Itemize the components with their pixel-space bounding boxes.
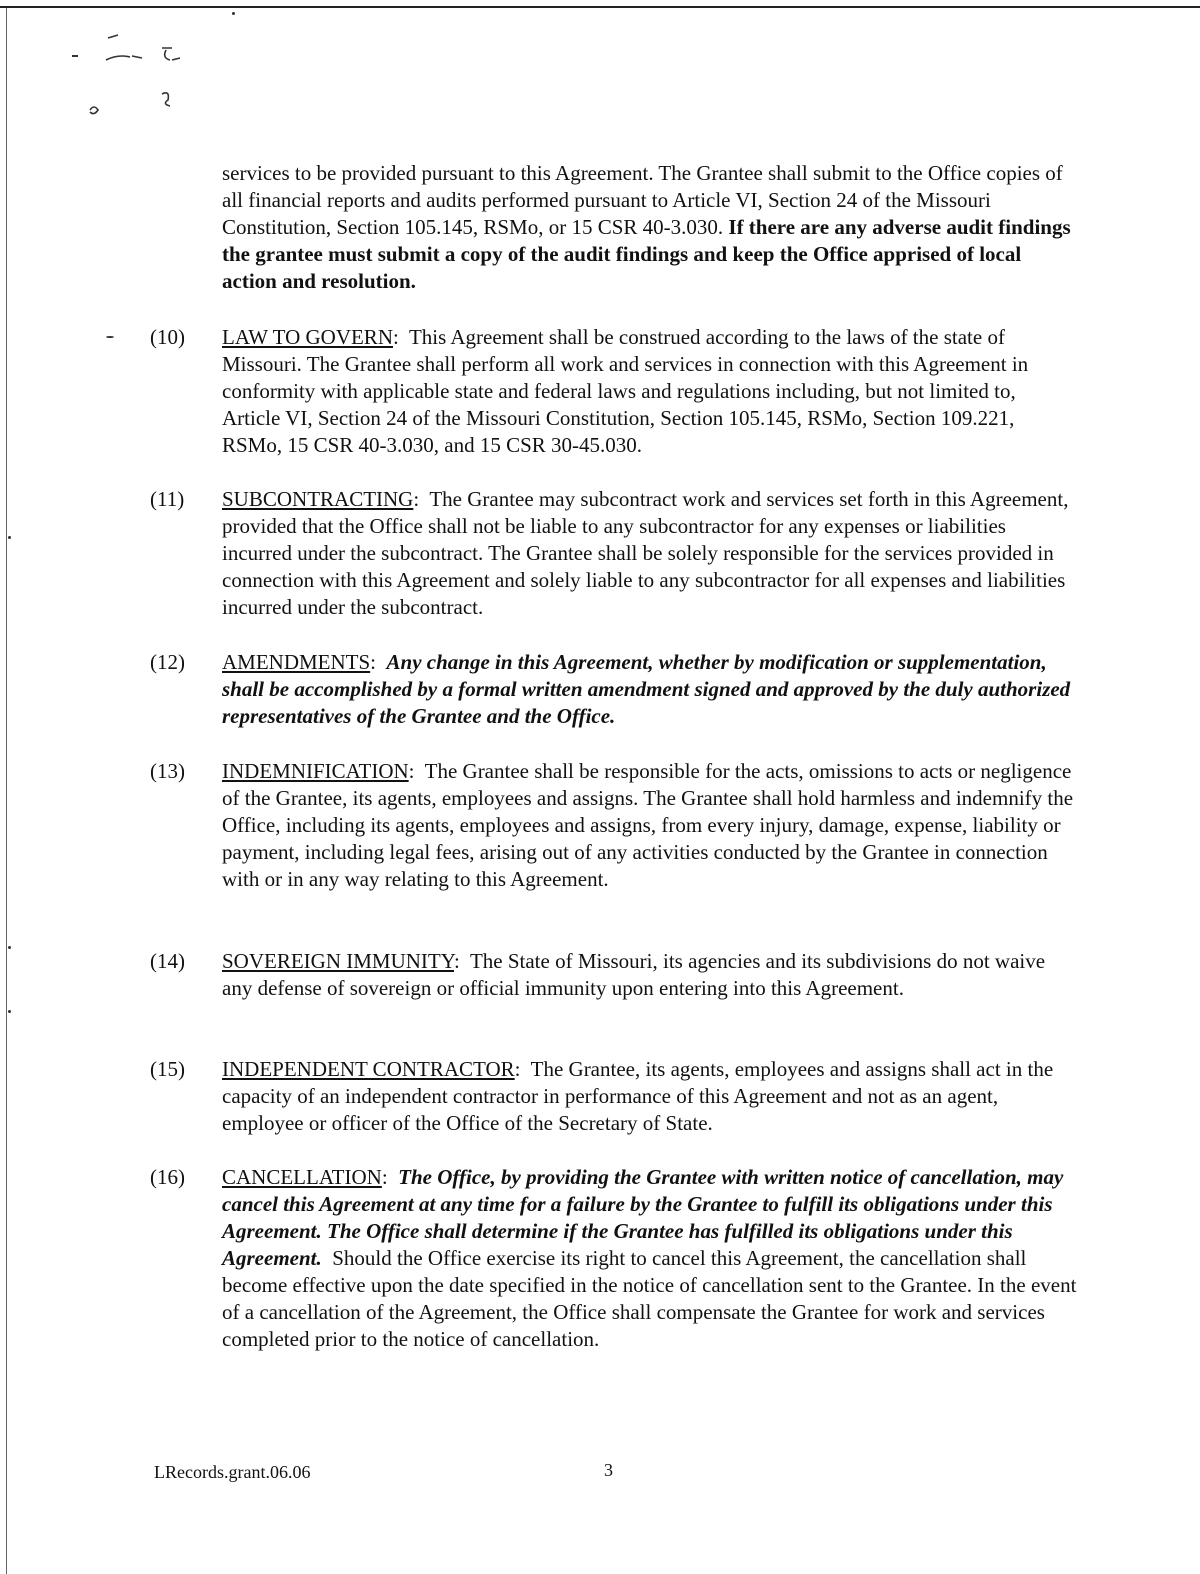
scan-speck xyxy=(232,12,235,15)
scan-artifact-marks xyxy=(70,30,210,120)
clause-text: The Grantee may subcontract work and services set forth in this Agreement, provided that the Office shall not be liable to any subcontractor for any expenses or liabilities incurred under the subcontract. The Grantee shall be solely responsible for the services provided in connection with this Agreement and solely liable to any subcontractor for all expenses and liabilities incurred under the subcontract. xyxy=(222,487,1069,619)
clause-text: The Grantee shall be responsible for the acts, omissions to acts or negligence of the Grantee, its agents, employees and assigns. The Grantee shall hold harmless and indemnify the Office, including its agents, employees and assigns, from every injury, damage, expense, liability or payment, including legal fees, arising out of any activities conducted by the Grantee in connection with or in any way relating to this Agreement. xyxy=(222,759,1074,891)
document-code: LRecords.grant.06.06 xyxy=(154,1462,311,1482)
clause-number: (15) xyxy=(150,1057,185,1081)
clause-indemnification xyxy=(150,758,1078,893)
clause-number: (12) xyxy=(150,650,185,674)
clause-text: Should the Office exercise its right to cancel this Agreement, the cancellation shall become effective upon the date specified in the notice of cancellation sent to the Grantee. In the event of a cancellation of the Agreement, the Office shall compensate the Grantee for work and services completed prior to the notice of cancellation. xyxy=(222,1246,1077,1351)
clause-body: INDEPENDENT CONTRACTOR: The Grantee, its agents, employees and assigns shall act in the capacity of an independent contractor in performance of this Agreement and not as an agent, employee or officer of the Office of the Secretary of State. xyxy=(222,1057,1054,1135)
scan-speck xyxy=(8,536,11,539)
scan-left-edge xyxy=(6,8,7,1574)
clause-sovereign-immunity xyxy=(150,948,1078,1002)
clause-subcontracting xyxy=(150,486,1078,621)
clause-heading: LAW TO GOVERN xyxy=(222,325,393,349)
clause-body: AMENDMENTS: Any change in this Agreement, whether by modification or supplementation, shall be accomplished by a formal written amendment signed and approved by the duly authorized representatives of the Grantee and the Office. xyxy=(222,650,1071,728)
scan-speck xyxy=(8,946,11,949)
clause-body: CANCELLATION: The Office, by providing the Grantee with written notice of cancellation, may cancel this Agreement at any time for a failure by the Grantee to fulfill its obligations under this Agreement. The Office shall determine if the Grantee has fulfilled its obligations under this Agreement. Should the Office exercise its right to cancel this Agreement, the cancellation shall become effective upon the date specified in the notice of cancellation sent to the Grantee. In the event of a cancellation of the Agreement, the Office shall compensate the Grantee for work and services completed prior to the notice of cancellation. xyxy=(222,1165,1077,1351)
clause-heading: AMENDMENTS xyxy=(222,650,371,674)
clause-number: (13) xyxy=(150,759,185,783)
intro-paragraph xyxy=(222,160,1077,295)
clause-number: (10) xyxy=(150,325,185,349)
clause-emphasis: The Office, by providing the Grantee with written notice of cancellation, may cancel this Agreement at any time for a failure by the Grantee to fulfill its obligations under this Agreement. The Office shall determine if the Grantee has fulfilled its obligations under this Agreement. xyxy=(222,1165,1064,1270)
clause-law-to-govern xyxy=(150,324,1078,459)
clause-independent-contractor xyxy=(150,1056,1078,1137)
clause-text: The State of Missouri, its agencies and its subdivisions do not waive any defense of sovereign or official immunity upon entering into this Agreement. xyxy=(222,949,1046,1000)
clause-number: (11) xyxy=(150,487,185,511)
clause-emphasis: Any change in this Agreement, whether by modification or supplementation, shall be accomplished by a formal written amendment signed and approved by the duly authorized representatives of the Grantee and the Office. xyxy=(222,650,1071,728)
intro-text: services to be provided pursuant to this Agreement. The Grantee shall submit to the Office copies of all financial reports and audits performed pursuant to Article VI, Section 24 of the Missouri Constitution, Section 105.145, RSMo, or 15 CSR 40-3.030. xyxy=(222,161,1063,239)
clause-body: INDEMNIFICATION: The Grantee shall be responsible for the acts, omissions to acts or negligence of the Grantee, its agents, employees and assigns. The Grantee shall hold harmless and indemnify the Office, including its agents, employees and assigns, from every injury, damage, expense, liability or payment, including legal fees, arising out of any activities conducted by the Grantee in connection with or in any way relating to this Agreement. xyxy=(222,759,1074,891)
clause-body: LAW TO GOVERN: This Agreement shall be construed according to the laws of the state of Missouri. The Grantee shall perform all work and services in connection with this Agreement in conformity with applicable state and federal laws and regulations including, but not limited to, Article VI, Section 24 of the Missouri Constitution, Section 105.145, RSMo, Section 109.221, RSMo, 15 CSR 40-3.030, and 15 CSR 30-45.030. xyxy=(222,325,1029,457)
scan-speck xyxy=(106,336,114,338)
clause-number: (14) xyxy=(150,949,185,973)
clause-heading: SOVEREIGN IMMUNITY xyxy=(222,949,454,973)
scan-speck xyxy=(8,1010,11,1013)
clause-heading: INDEPENDENT CONTRACTOR xyxy=(222,1057,515,1081)
clause-body: SOVEREIGN IMMUNITY: The State of Missouri, its agencies and its subdivisions do not waive any defense of sovereign or official immunity upon entering into this Agreement. xyxy=(222,949,1046,1000)
clause-number: (16) xyxy=(150,1165,185,1189)
clause-heading: CANCELLATION xyxy=(222,1165,382,1189)
clause-cancellation xyxy=(150,1164,1078,1353)
clause-body: SUBCONTRACTING: The Grantee may subcontract work and services set forth in this Agreement, provided that the Office shall not be liable to any subcontractor for any expenses or liabilities incurred under the subcontract. The Grantee shall be solely responsible for the services provided in connection with this Agreement and solely liable to any subcontractor for all expenses and liabilities incurred under the subcontract. xyxy=(222,487,1069,619)
clause-amendments xyxy=(150,649,1078,730)
scan-top-edge xyxy=(0,6,1200,8)
clause-text: The Grantee, its agents, employees and assigns shall act in the capacity of an independent contractor in performance of this Agreement and not as an agent, employee or officer of the Office of the Secretary of State. xyxy=(222,1057,1054,1135)
clause-text: This Agreement shall be construed according to the laws of the state of Missouri. The Grantee shall perform all work and services in connection with this Agreement in conformity with applicable state and federal laws and regulations including, but not limited to, Article VI, Section 24 of the Missouri Constitution, Section 105.145, RSMo, Section 109.221, RSMo, 15 CSR 40-3.030, and 15 CSR 30-45.030. xyxy=(222,325,1029,457)
clause-heading: SUBCONTRACTING xyxy=(222,487,414,511)
intro-bold-text: If there are any adverse audit findings the grantee must submit a copy of the audit findings and keep the Office apprised of local action and resolution. xyxy=(222,215,1071,293)
clause-heading: INDEMNIFICATION xyxy=(222,759,409,783)
page-number: 3 xyxy=(604,1460,613,1480)
